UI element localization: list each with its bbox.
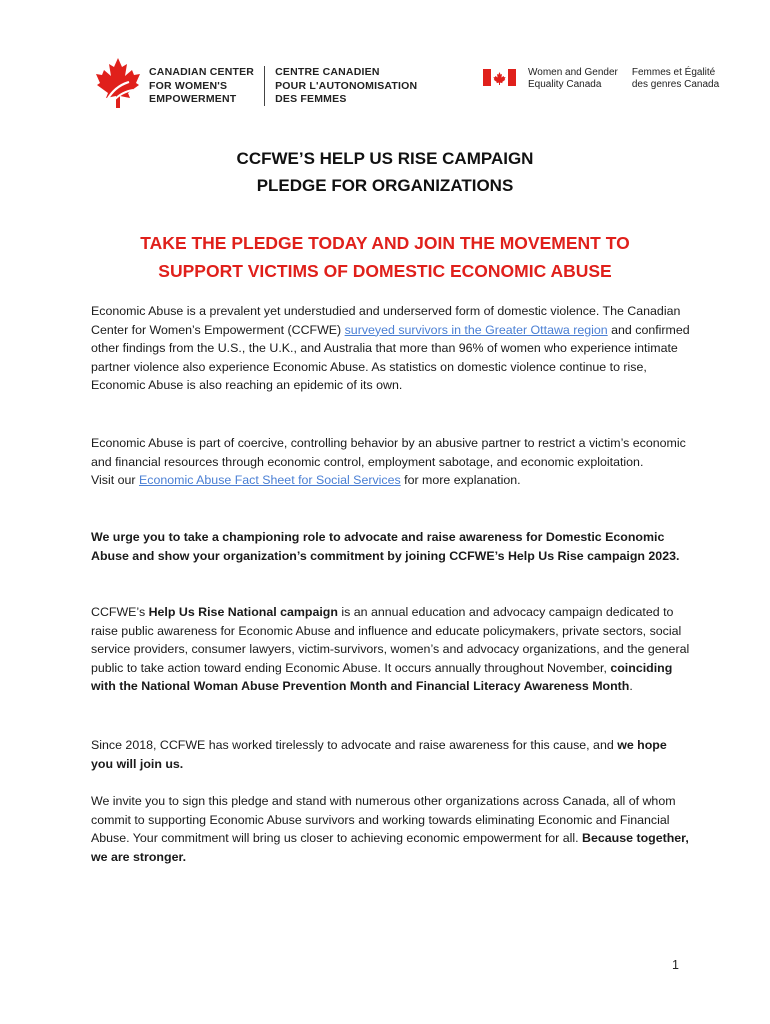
paragraph-text: for more explanation. <box>400 473 521 488</box>
paragraph-bold-text: coinciding with the National Woman Abuse Prevention Month and Financial Literacy Awareness Month <box>91 660 673 694</box>
page-number: 1 <box>672 958 679 972</box>
paragraph-text: . <box>629 679 633 694</box>
campaign-paragraph <box>91 603 691 696</box>
maple-leaf-icon <box>95 56 141 112</box>
org-en-line: CANADIAN CENTER <box>149 66 255 78</box>
definition-paragraph <box>91 434 691 490</box>
ccfwe-logo <box>95 56 417 112</box>
gov-en-line: Women and Gender <box>528 67 618 78</box>
paragraph-bold-text: Because together, we are stronger. <box>91 831 689 864</box>
wage-canada-logo <box>483 67 719 90</box>
invitation-paragraph <box>91 792 691 866</box>
gov-name-english <box>528 67 618 90</box>
paragraph-text: Economic Abuse is part of coercive, controlling behavior by an abusive partner to restrict a victim’s economic and financial resources through economic control, employment sabotage, and economic exploitation. <box>91 436 686 469</box>
gov-fr-line: des genres Canada <box>631 78 720 90</box>
fact-sheet-link[interactable]: Economic Abuse Fact Sheet for Social Services <box>138 473 401 488</box>
org-en-line: FOR WOMEN'S <box>149 79 228 92</box>
org-fr-line: CENTRE CANADIEN <box>275 66 380 78</box>
org-name-english <box>149 66 254 107</box>
paragraph-bold-text: we hope you will join us. <box>91 738 667 771</box>
paragraph-bold-text: Help Us Rise National campaign <box>148 605 338 619</box>
logo-divider <box>264 66 265 106</box>
document-title: CCFWE’S HELP US RISE CAMPAIGN <box>236 149 534 168</box>
paragraph-text: is an annual education and advocacy campaign dedicated to raise public awareness for Economic Abuse and influence and educate policymakers, private sectors, social service providers, consumer lawyers, victim-survivors, women’s and advocacy organizations, and the general public to take action toward ending Economic Abuse. It occurs annually throughout November, <box>91 605 690 675</box>
gov-fr-line: Femmes et Égalité <box>631 67 716 78</box>
paragraph-text: Economic Abuse is a prevalent yet understudied and underserved form of domestic violence. The Canadian Center for Women’s Empowerment (CCFWE) <box>91 304 681 337</box>
intro-paragraph <box>91 302 691 395</box>
paragraph-text: and confirmed other findings from the U.S., the U.K., and Australia that more than 96% of women who experience intimate partner violence also experience Economic Abuse. As statistics on domestic violence continue to rise, Economic Abuse is also reaching an epidemic of its own. <box>91 322 690 393</box>
history-paragraph <box>91 736 691 773</box>
paragraph-text: Since 2018, CCFWE has worked tirelessly to advocate and raise awareness for this cause, and <box>91 738 618 752</box>
canada-flag-icon <box>483 69 516 86</box>
paragraph-text: Visit our <box>91 473 139 488</box>
pledge-headline: SUPPORT VICTIMS OF DOMESTIC ECONOMIC ABUSE <box>158 261 612 281</box>
paragraph-text: We urge you to take a championing role to advocate and raise awareness for Domestic Economic Abuse and show your organization’s commitment by joining CCFWE’s Help Us Rise campaign 2023. <box>91 530 680 563</box>
org-name-french <box>275 66 417 107</box>
paragraph-text: CCFWE’s <box>91 605 149 619</box>
org-fr-line: DES FEMMES <box>275 93 347 105</box>
paragraph-text: We invite you to sign this pledge and stand with numerous other organizations across Canada, all of whom commit to supporting Economic Abuse survivors and working towards eliminating Economic and Financial Abuse. Your commitment will bring us closer to achieving economic empowerment for all. <box>91 794 676 846</box>
gov-name-french <box>632 67 719 90</box>
gov-en-line: Equality Canada <box>528 78 602 90</box>
org-en-line: EMPOWERMENT <box>149 93 237 105</box>
pledge-headline: TAKE THE PLEDGE TODAY AND JOIN THE MOVEMENT TO <box>140 233 630 253</box>
survey-link[interactable]: surveyed survivors in the Greater Ottawa region <box>344 322 608 337</box>
document-subtitle: PLEDGE FOR ORGANIZATIONS <box>256 176 514 195</box>
org-fr-line: POUR L'AUTONOMISATION <box>275 79 418 92</box>
call-to-action-paragraph <box>91 528 691 565</box>
